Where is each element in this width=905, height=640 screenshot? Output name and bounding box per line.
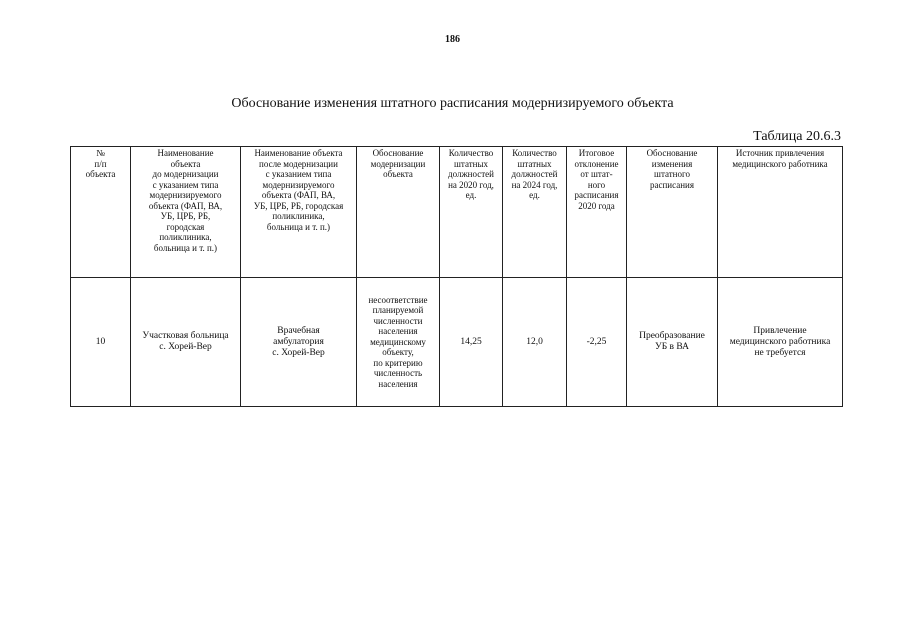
cell-name-after: Врачебная амбулатория с. Хорей-Вер xyxy=(241,278,357,407)
document-title: Обоснование изменения штатного расписания модернизируемого объекта xyxy=(231,96,674,111)
cell-change-reason: Преобразование УБ в ВА xyxy=(627,278,718,407)
cell-modernization-reason: несоответствие планируемой численности населения медицинскому объекту, по критерию численность населения xyxy=(357,278,440,407)
page-number: 186 xyxy=(445,34,460,45)
header-deviation: Итоговое отклонение от штат- ного расписания 2020 года xyxy=(567,147,627,278)
header-name-before: Наименование объекта до модернизации с указанием типа модернизируемого объекта (ФАП, ВА, УБ, ЦРБ, РБ, городская поликлиника, больница и т. п.) xyxy=(131,147,241,278)
header-staff-2020: Количество штатных должностей на 2020 год, ед. xyxy=(440,147,503,278)
table-header-row xyxy=(71,147,843,278)
header-name-after: Наименование объекта после модернизации с указанием типа модернизируемого объекта (ФАП, ВА, УБ, ЦРБ, РБ, городская поликлиника, больница и т. п.) xyxy=(241,147,357,278)
table-row xyxy=(71,278,843,407)
header-staff-2024: Количество штатных должностей на 2024 год, ед. xyxy=(503,147,567,278)
cell-staff-2020: 14,25 xyxy=(440,278,503,407)
header-modernization-reason: Обоснование модернизации объекта xyxy=(357,147,440,278)
table-caption: Таблица 20.6.3 xyxy=(753,129,841,144)
staffing-table xyxy=(70,146,843,407)
header-change-reason: Обоснование изменения штатного расписания xyxy=(627,147,718,278)
cell-deviation: -2,25 xyxy=(567,278,627,407)
header-source: Источник привлечения медицинского работника xyxy=(718,147,843,278)
header-number: № п/п объекта xyxy=(71,147,131,278)
cell-number: 10 xyxy=(71,278,131,407)
cell-source: Привлечение медицинского работника не требуется xyxy=(718,278,843,407)
cell-staff-2024: 12,0 xyxy=(503,278,567,407)
cell-name-before: Участковая больница с. Хорей-Вер xyxy=(131,278,241,407)
